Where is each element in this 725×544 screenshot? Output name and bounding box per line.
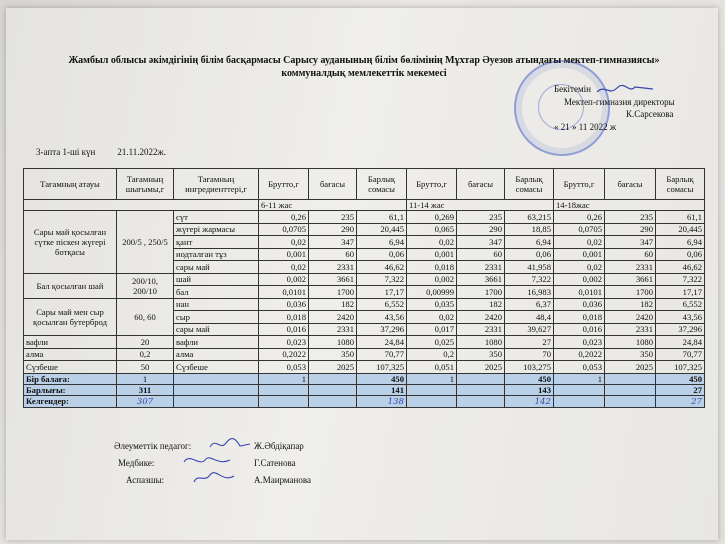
cell-value: 0,26 xyxy=(259,211,309,224)
cell-value: 350 xyxy=(457,348,505,361)
cell-value: 6,94 xyxy=(505,236,554,249)
cell-value: 0,2 xyxy=(117,348,174,361)
cell-value: 0,2022 xyxy=(554,348,605,361)
cell-value: 0,051 xyxy=(407,361,457,374)
unit-price-row: Бір балаға: 1 1 450 1 450 1 450 xyxy=(24,373,705,384)
date-line xyxy=(36,147,166,157)
cell-value: 43,56 xyxy=(357,311,407,324)
title-line-1: Жамбыл облысы әкімдігінің білім басқармасы Сарысу ауданының білім бөлімінің Мұхтар Әуезов атындағы мектеп-гимназиясы» xyxy=(68,55,660,66)
table-row xyxy=(24,211,705,224)
col-header: Тағамның шығымы,г xyxy=(117,169,174,200)
cell-value: 0,2 xyxy=(407,348,457,361)
cell-value: 70,77 xyxy=(656,348,705,361)
cell-value: 20 xyxy=(117,336,174,349)
cell-value: 347 xyxy=(457,236,505,249)
cell-value: 0,0705 xyxy=(554,223,605,236)
cell-value: 48,4 xyxy=(505,311,554,324)
cell-value: 2331 xyxy=(605,261,656,274)
cell-value: 0,065 xyxy=(407,223,457,236)
ingredient-name: алма xyxy=(174,348,259,361)
col-header: бағасы xyxy=(309,169,357,200)
ingredient-name: сары май xyxy=(174,323,259,336)
cell-value: 2331 xyxy=(309,261,357,274)
cell-value: 70 xyxy=(505,348,554,361)
ingredient-name: иодталған тұз xyxy=(174,248,259,261)
cell-value: 290 xyxy=(309,223,357,236)
dish-name: вафли xyxy=(24,336,117,349)
cell-value: 18,85 xyxy=(505,223,554,236)
cell-value: 0,06 xyxy=(357,248,407,261)
cell-value: 63,215 xyxy=(505,211,554,224)
cell-value: 182 xyxy=(309,298,357,311)
cell-value: 60 xyxy=(605,248,656,261)
table-row xyxy=(24,298,705,311)
document-sheet: Жамбыл облысы әкімдігінің білім басқармасы Сарысу ауданының білім бөлімінің Мұхтар Әуезов атындағы мектеп-гимназиясы» коммуналдық мемлекеттік мекемесі Бекітемін Мектеп-гимназия директоры К.Сарсекова « 21 » 11 2022 ж 3-апта 1-ші күн 21.11.2022ж. Тағамның атауы Тағамның шығымы,г Тағамның ингредиенттері,г Брутто,г бағасы Барлық сомасы Брутто,г бағасы Барлық сомасы Брутто,г бағасы Барлық сомасы 6-11 жас 11-14 жас 14-18жас Сары май қосылған сүтке піскен жүгері ботқасы 200/5 , 250/5 сүт 0,26 235 61,1 0,269 235 63,215 0,26 235 61,1 жүгері жармасы 0,0705 290 20,445 0,065 290 18,85 0,0705 290 20,445 қант 0,02 347 6,94 0,02 347 6,94 0,02 347 6,94 иодталған тұз 0,001 60 0,06 0,001 60 0,06 0,001 60 0,06 сары май 0,02 2331 46,62 0,018 2331 41,958 0,02 2331 46,62 Бал қосылған шай 200/10, 200/10 шай 0,002 3661 7,322 0,002 3661 7,322 0,002 3661 7,322 бал 0,0101 1700 17,17 0,00999 1700 16,983 0,0101 1700 17,17 Сары май мен сыр қосылған бутерброд 60, 60 нан 0,036 182 6,552 0,035 182 6,37 0,036 182 6,552 сыр 0,018 2420 43,56 0,02 2420 48,4 0,018 2420 43,56 сары май 0,016 2331 37,296 0,017 2331 39,627 0,016 2331 37,296 вафли 20 вафли 0,023 1080 24,84 0,025 1080 27 0,023 1080 24,84 алма 0,2 алма 0,2022 350 70,77 0,2 350 70 0,2022 350 70,77 Сүзбеше 50 Сүзбеше 0,053 2025 107,325 0,051 2025 103,275 0,053 2025 107,325 Бір балаға: 1 1 450 1 450 1 450 Барлығы: 311 141 143 27 Келгендер: 307 138 142 27 Әлеуметтік педагог: Ж.Әбдіқапар Медбике: Г.Сатенова Аспазшы: А.Маирманова xyxy=(6,8,718,540)
cell-value: 350 xyxy=(605,348,656,361)
col-header: Барлық сомасы xyxy=(357,169,407,200)
cell-value: 2331 xyxy=(605,323,656,336)
cell-value: 2331 xyxy=(457,323,505,336)
approval-block xyxy=(554,83,714,133)
dish-rows xyxy=(24,211,705,336)
table-row xyxy=(24,348,705,361)
table-row xyxy=(24,273,705,286)
cell-value: 61,1 xyxy=(357,211,407,224)
col-header: Брутто,г xyxy=(407,169,457,200)
ingredient-name: шай xyxy=(174,273,259,286)
dish-name: Бал қосылған шай xyxy=(24,273,117,298)
approval-line-2: Мектеп-гимназия директоры xyxy=(564,96,675,107)
cell-value: 0,053 xyxy=(259,361,309,374)
col-header: Тағамның атауы xyxy=(24,169,117,200)
cell-value: 0,018 xyxy=(259,311,309,324)
cell-value: 0,001 xyxy=(554,248,605,261)
cell-value: 6,552 xyxy=(656,298,705,311)
cell-value: 46,62 xyxy=(656,261,705,274)
cell-value: 0,0101 xyxy=(259,286,309,299)
cell-value: 0,018 xyxy=(407,261,457,274)
cell-value: 107,325 xyxy=(357,361,407,374)
dish-yield: 60, 60 xyxy=(117,298,174,336)
total-row: Барлығы: 311 141 143 27 xyxy=(24,384,705,395)
table-row xyxy=(24,361,705,374)
cell-value: 290 xyxy=(457,223,505,236)
title-line-2: коммуналдық мемлекеттік мекемесі xyxy=(281,68,447,79)
ingredient-name: Сүзбеше xyxy=(174,361,259,374)
cell-value: 43,56 xyxy=(656,311,705,324)
cell-value: 0,00999 xyxy=(407,286,457,299)
cell-value: 0,016 xyxy=(554,323,605,336)
cell-value: 0,036 xyxy=(554,298,605,311)
cell-value: 7,322 xyxy=(505,273,554,286)
cell-value: 0,002 xyxy=(554,273,605,286)
cell-value: 2420 xyxy=(457,311,505,324)
dish-name: Сары май мен сыр қосылған бутерброд xyxy=(24,298,117,336)
ingredient-name: бал xyxy=(174,286,259,299)
director-signature xyxy=(595,84,655,96)
cell-value: 0,02 xyxy=(407,311,457,324)
cell-value: 0,2022 xyxy=(259,348,309,361)
cell-value: 0,035 xyxy=(407,298,457,311)
cell-value: 0,269 xyxy=(407,211,457,224)
cell-value: 182 xyxy=(605,298,656,311)
cell-value: 0,053 xyxy=(554,361,605,374)
age-group-label: 14-18жас xyxy=(554,200,705,211)
cell-value: 0,023 xyxy=(554,336,605,349)
cell-value: 27 xyxy=(505,336,554,349)
arrived-row: Келгендер: 307 138 142 27 xyxy=(24,395,705,407)
ingredient-name: сары май xyxy=(174,261,259,274)
ingredient-name: вафли xyxy=(174,336,259,349)
cell-value: 46,62 xyxy=(357,261,407,274)
cell-value: 1080 xyxy=(457,336,505,349)
cell-value: 0,002 xyxy=(259,273,309,286)
cell-value: 2420 xyxy=(309,311,357,324)
cell-value: 6,552 xyxy=(357,298,407,311)
dish-yield: 200/5 , 250/5 xyxy=(117,211,174,274)
cell-value: 0,017 xyxy=(407,323,457,336)
cell-value: 290 xyxy=(605,223,656,236)
approval-line-3: К.Сарсекова xyxy=(626,109,674,120)
cell-value: 3661 xyxy=(309,273,357,286)
cell-value: 1080 xyxy=(309,336,357,349)
col-header: Барлық сомасы xyxy=(505,169,554,200)
single-rows xyxy=(24,336,705,374)
cell-value: 70,77 xyxy=(357,348,407,361)
cell-value: 60 xyxy=(457,248,505,261)
cell-value: 103,275 xyxy=(505,361,554,374)
cell-value: 37,296 xyxy=(656,323,705,336)
cell-value: 20,445 xyxy=(656,223,705,236)
cell-value: 24,84 xyxy=(656,336,705,349)
cell-value: 0,02 xyxy=(259,236,309,249)
arrived-g1: 138 xyxy=(387,396,404,407)
handwritten-signature xyxy=(208,437,252,451)
cell-value: 347 xyxy=(605,236,656,249)
cell-value: 6,94 xyxy=(656,236,705,249)
cell-value: 347 xyxy=(309,236,357,249)
col-header: бағасы xyxy=(457,169,505,200)
table-header-row xyxy=(24,169,705,200)
document-title xyxy=(34,54,694,80)
arrived-count: 307 xyxy=(136,396,154,407)
cell-value: 17,17 xyxy=(357,286,407,299)
age-group-row xyxy=(24,200,705,211)
cell-value: 0,001 xyxy=(259,248,309,261)
cell-value: 61,1 xyxy=(656,211,705,224)
dish-name: Сүзбеше xyxy=(24,361,117,374)
col-header: Брутто,г xyxy=(259,169,309,200)
age-group-label: 6-11 жас xyxy=(259,200,407,211)
cell-value: 235 xyxy=(605,211,656,224)
cell-value: 235 xyxy=(309,211,357,224)
cell-value: 39,627 xyxy=(505,323,554,336)
col-header: Тағамның ингредиенттері,г xyxy=(174,169,259,200)
cell-value: 0,06 xyxy=(505,248,554,261)
handwritten-signature xyxy=(192,471,236,485)
cell-value: 50 xyxy=(117,361,174,374)
cell-value: 0,0705 xyxy=(259,223,309,236)
cell-value: 37,296 xyxy=(357,323,407,336)
menu-table xyxy=(23,168,705,408)
cell-value: 60 xyxy=(309,248,357,261)
handwritten-signature xyxy=(180,454,232,468)
cell-value: 1700 xyxy=(457,286,505,299)
cell-value: 0,025 xyxy=(407,336,457,349)
col-header: Брутто,г xyxy=(554,169,605,200)
cell-value: 0,02 xyxy=(554,261,605,274)
cell-value: 24,84 xyxy=(357,336,407,349)
cell-value: 16,983 xyxy=(505,286,554,299)
cell-value: 0,036 xyxy=(259,298,309,311)
cell-value: 182 xyxy=(457,298,505,311)
cell-value: 0,016 xyxy=(259,323,309,336)
ingredient-name: сыр xyxy=(174,311,259,324)
cell-value: 2025 xyxy=(309,361,357,374)
dish-name: алма xyxy=(24,348,117,361)
menu-date: 21.11.2022ж. xyxy=(117,147,166,157)
ingredient-name: нан xyxy=(174,298,259,311)
cell-value: 350 xyxy=(309,348,357,361)
table-row xyxy=(24,336,705,349)
approval-line-1: Бекітемін xyxy=(554,83,714,96)
cell-value: 6,37 xyxy=(505,298,554,311)
dish-yield: 200/10, 200/10 xyxy=(117,273,174,298)
cell-value: 2331 xyxy=(457,261,505,274)
cell-value: 7,322 xyxy=(357,273,407,286)
cell-value: 0,02 xyxy=(259,261,309,274)
arrived-g3: 27 xyxy=(691,396,702,407)
cell-value: 0,023 xyxy=(259,336,309,349)
cell-value: 0,002 xyxy=(407,273,457,286)
cell-value: 235 xyxy=(457,211,505,224)
arrived-g2: 142 xyxy=(534,396,551,407)
cell-value: 1700 xyxy=(605,286,656,299)
cell-value: 17,17 xyxy=(656,286,705,299)
week-day: 3-апта 1-ші күн xyxy=(36,147,96,157)
cell-value: 7,322 xyxy=(656,273,705,286)
cell-value: 3661 xyxy=(605,273,656,286)
cell-value: 0,0101 xyxy=(554,286,605,299)
cell-value: 6,94 xyxy=(357,236,407,249)
col-header: Барлық сомасы xyxy=(656,169,705,200)
ingredient-name: сүт xyxy=(174,211,259,224)
col-header: бағасы xyxy=(605,169,656,200)
cell-value: 41,958 xyxy=(505,261,554,274)
cell-value: 0,06 xyxy=(656,248,705,261)
cell-value: 20,445 xyxy=(357,223,407,236)
cell-value: 1080 xyxy=(605,336,656,349)
cell-value: 1700 xyxy=(309,286,357,299)
cell-value: 0,018 xyxy=(554,311,605,324)
age-group-label: 11-14 жас xyxy=(407,200,554,211)
cell-value: 2420 xyxy=(605,311,656,324)
ingredient-name: қант xyxy=(174,236,259,249)
cell-value: 2331 xyxy=(309,323,357,336)
cell-value: 0,02 xyxy=(407,236,457,249)
dish-name: Сары май қосылған сүтке піскен жүгері ботқасы xyxy=(24,211,117,274)
cell-value: 0,02 xyxy=(554,236,605,249)
cell-value: 107,325 xyxy=(656,361,705,374)
cell-value: 0,001 xyxy=(407,248,457,261)
cell-value: 0,26 xyxy=(554,211,605,224)
ingredient-name: жүгері жармасы xyxy=(174,223,259,236)
approval-line-4: « 21 » 11 2022 ж xyxy=(554,121,617,132)
cell-value: 3661 xyxy=(457,273,505,286)
cell-value: 2025 xyxy=(605,361,656,374)
cell-value: 2025 xyxy=(457,361,505,374)
